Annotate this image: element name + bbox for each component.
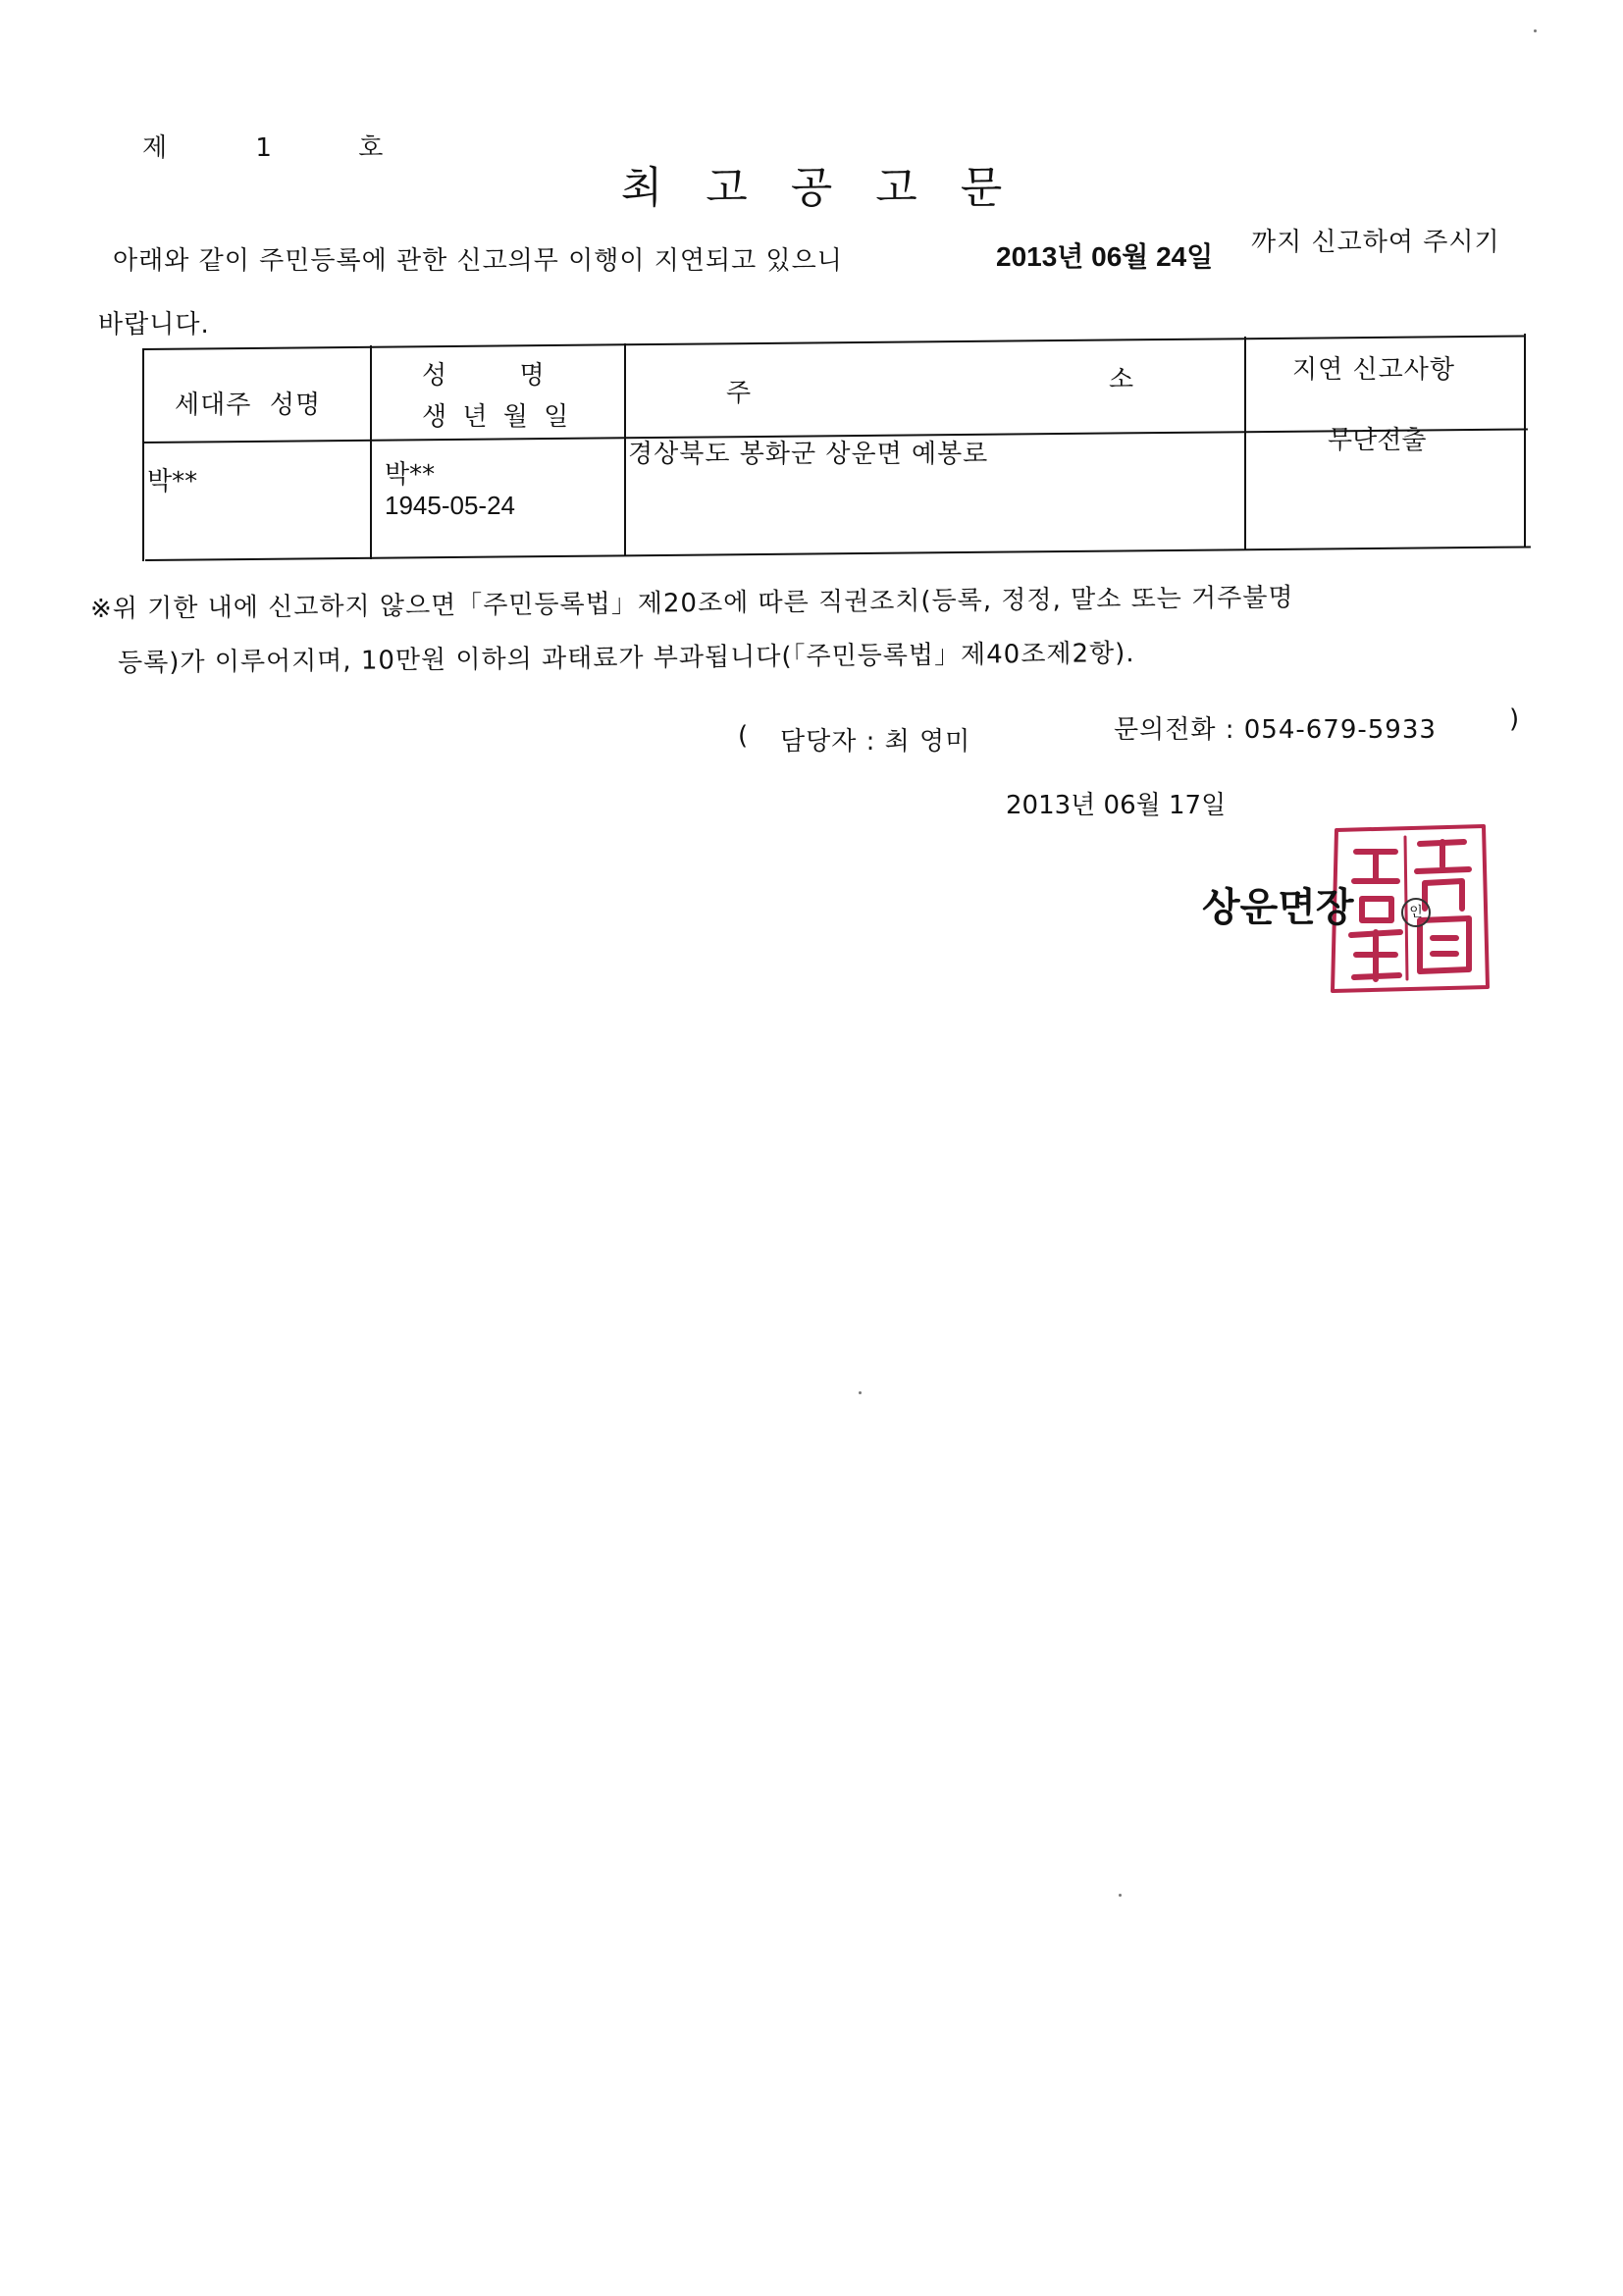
cell-address: 경상북도 봉화군 상운면 예봉로	[628, 440, 989, 469]
scan-speck	[1119, 1894, 1122, 1897]
cell-delayed-report: 무단전출	[1328, 426, 1427, 455]
signer-seal-mark: 인	[1401, 898, 1431, 927]
header-name: 성 명	[422, 361, 545, 391]
contact-close-paren: )	[1509, 704, 1520, 734]
intro-text-continued: 바랍니다.	[98, 310, 210, 339]
table-col-divider-3	[1244, 337, 1246, 550]
intro-text-end: 까지 신고하여 주시기	[1251, 228, 1500, 257]
header-address-right: 소	[1109, 365, 1134, 394]
cell-birth-date: 1945-05-24	[385, 491, 515, 520]
header-birth-date: 생 년 월 일	[422, 402, 573, 432]
cell-name: 박**	[385, 460, 436, 490]
deadline-date: 2013년 06월 24일	[996, 241, 1214, 272]
contact-phone: 문의전화 : 054-679-5933	[1114, 715, 1437, 745]
cell-householder-name: 박**	[147, 467, 198, 496]
table-border-top	[142, 335, 1526, 350]
table-border-bottom	[145, 546, 1531, 561]
document-title: 최고공고문	[620, 163, 1046, 213]
header-householder-name: 세대주 성명	[175, 391, 322, 420]
table-border-left	[142, 349, 144, 561]
document-number-suffix: 호	[358, 133, 384, 163]
penalty-note-continued: 등록)가 이루어지며, 10만원 이하의 과태료가 부과됩니다(「주민등록법」제40조제2항).	[117, 639, 1135, 678]
table-border-right	[1524, 334, 1526, 548]
table-col-divider-2	[624, 343, 626, 556]
intro-text: 아래와 같이 주민등록에 관한 신고의무 이행이 지연되고 있으니	[113, 246, 843, 276]
signer-title: 상운면장	[1202, 886, 1354, 929]
issue-date: 2013년 06월 17일	[1006, 791, 1227, 820]
header-address-left: 주	[726, 379, 752, 408]
table-col-divider-1	[370, 345, 372, 559]
scan-speck	[1534, 29, 1537, 32]
header-delayed-report: 지연 신고사항	[1292, 355, 1455, 385]
contact-open-paren: (	[738, 721, 749, 751]
penalty-note: ※위 기한 내에 신고하지 않으면「주민등록법」제20조에 따른 직권조치(등록, 정정, 말소 또는 거주불명	[89, 583, 1294, 624]
contact-person: 담당자 : 최 영미	[780, 727, 971, 757]
scan-speck	[859, 1391, 862, 1394]
document-number-prefix: 제	[142, 133, 168, 163]
document-number-value: 1	[255, 133, 272, 163]
